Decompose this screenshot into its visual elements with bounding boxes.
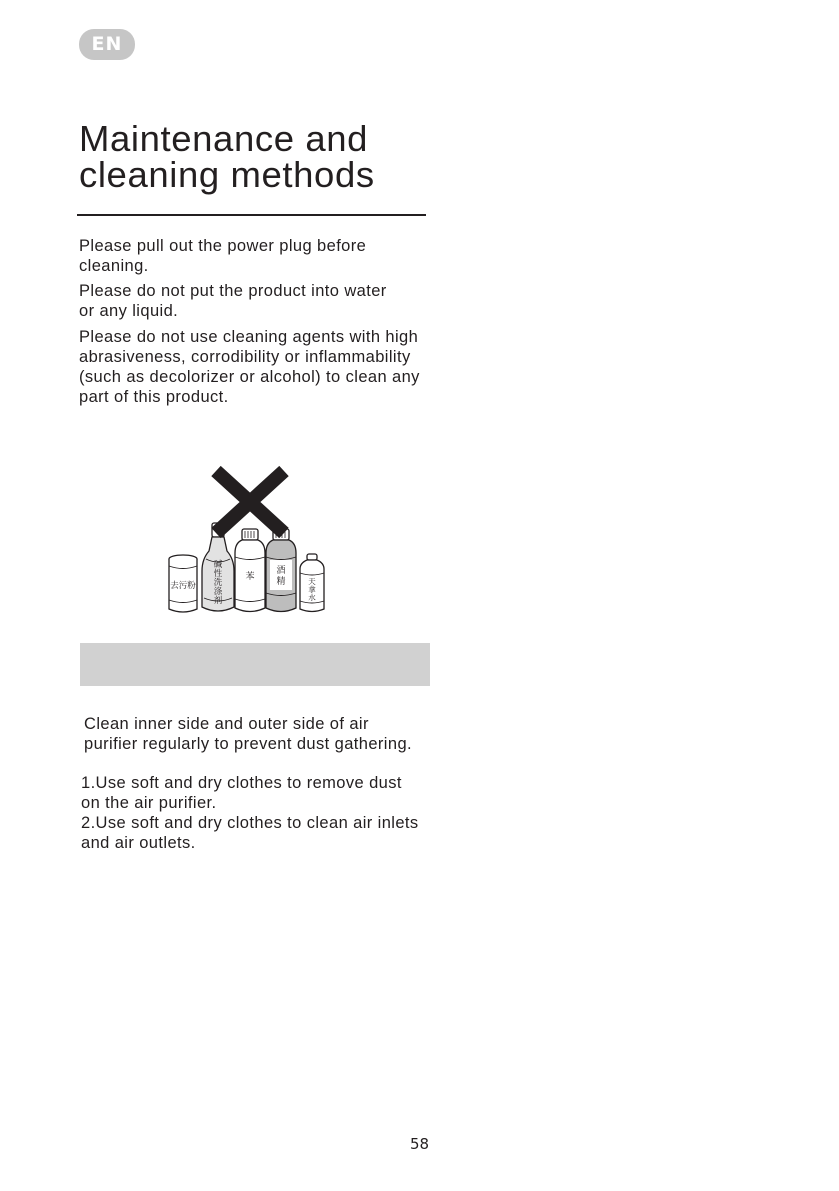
page-number: 58 (409, 1135, 430, 1153)
thinner-bottle-icon (300, 554, 324, 612)
detergent-label-char: 洗 (213, 578, 223, 588)
language-badge: EN (79, 29, 135, 60)
warning-water (79, 281, 387, 321)
detergent-label-char: 涤 (213, 587, 223, 597)
warning-cleaning-agents (79, 327, 420, 407)
text-line: (such as decolorizer or alcohol) to clean any (79, 368, 420, 386)
text-line: Please pull out the power plug before (79, 237, 367, 255)
title-line: cleaning methods (79, 154, 375, 195)
text-line: or any liquid. (79, 302, 179, 320)
prohibition-cross-icon (216, 471, 284, 533)
alcohol-bottle-icon (266, 529, 296, 612)
section-header-band (80, 643, 430, 686)
thinner-label-char: 天 (308, 577, 316, 586)
title-line: Maintenance and (79, 118, 369, 159)
text-line: cleaning. (79, 257, 149, 275)
cleaning-steps (81, 773, 419, 853)
thinner-label-char: 拿 (308, 585, 316, 594)
text-line: 1.Use soft and dry clothes to remove dust (81, 774, 402, 792)
text-line: on the air purifier. (81, 794, 217, 812)
warning-power-plug (79, 236, 366, 276)
detergent-label-char: 性 (213, 569, 223, 579)
detergent-label-char: 碱 (213, 560, 223, 570)
text-line: purifier regularly to prevent dust gathering. (84, 735, 413, 753)
text-line: Clean inner side and outer side of air (84, 715, 369, 733)
detergent-label-char: 剂 (213, 596, 223, 606)
text-line: abrasiveness, corrodibility or inflammability (79, 348, 411, 366)
alcohol-label-char: 酒 (276, 566, 286, 576)
thinner-label-char: 水 (308, 593, 316, 602)
text-line: and air outlets. (81, 834, 196, 852)
benzene-bottle-icon (235, 529, 265, 612)
text-line: 2.Use soft and dry clothes to clean air inlets (81, 814, 419, 832)
powder-can-icon (169, 555, 197, 612)
text-line: Please do not put the product into water (79, 282, 387, 300)
powder-label: 去污粉 (170, 581, 196, 591)
text-line: part of this product. (79, 388, 229, 406)
text-line: Please do not use cleaning agents with high (79, 328, 419, 346)
prohibited-cleaning-agents-illustration (160, 463, 335, 618)
benzene-label: 苯 (245, 572, 255, 582)
title-divider (77, 214, 426, 216)
detergent-bottle-icon (202, 523, 234, 611)
page-title (79, 118, 375, 195)
cleaning-intro (84, 714, 412, 754)
alcohol-label-char: 精 (276, 577, 286, 587)
